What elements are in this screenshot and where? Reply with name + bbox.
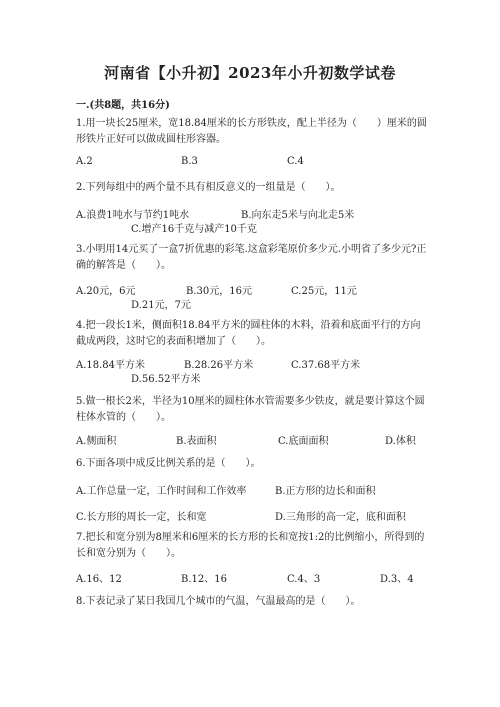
question-2-option-c[interactable]: C.增产16千克与减产10千克 <box>131 224 257 235</box>
question-1-option-a[interactable]: A.2 <box>76 156 93 167</box>
question-7-option-c[interactable]: C.4、3 <box>287 574 321 585</box>
question-2-stem: 2.下列每组中的两个量不具有相反意义的一组量是（ ）。 <box>76 182 341 193</box>
question-4-option-b[interactable]: B.28.26平方米 <box>184 360 254 371</box>
question-2-option-b[interactable]: B.向东走5米与向北走5米 <box>241 210 355 221</box>
question-6-option-c[interactable]: C.长方形的周长一定，长和宽 <box>76 512 207 523</box>
question-5-option-a[interactable]: A.侧面积 <box>76 436 117 447</box>
question-5-option-b[interactable]: B.表面积 <box>176 436 217 447</box>
question-3-stem: 3.小明用14元买了一盒7折优惠的彩笔.这盒彩笔原价多少元.小明省了多少元?正确的解答是（ ）。 <box>76 244 427 271</box>
question-5-option-d[interactable]: D.体积 <box>385 436 416 447</box>
question-4-option-c[interactable]: C.37.68平方米 <box>291 360 361 371</box>
question-8-stem: 8.下表记录了某日我国几个城市的气温，气温最高的是（ ）。 <box>76 596 361 607</box>
question-5-stem: 5.做一根长2米，半径为10厘米的圆柱体水管需要多少铁皮，就是要计算这个圆柱体水管的（ ）。 <box>76 396 425 423</box>
section-header: 一.(共8题，共16分) <box>76 100 170 111</box>
exam-title: 河南省【小升初】2023年小升初数学试卷 <box>104 64 396 82</box>
question-3-option-d[interactable]: D.21元，7元 <box>131 300 191 311</box>
question-3-option-a[interactable]: A.20元，6元 <box>76 286 136 297</box>
question-6-stem: 6.下面各项中成反比例关系的是（ ）。 <box>76 458 261 469</box>
question-6-option-a[interactable]: A.工作总量一定，工作时间和工作效率 <box>76 486 247 497</box>
question-6-option-d[interactable]: D.三角形的高一定，底和面积 <box>275 512 406 523</box>
question-6-option-b[interactable]: B.正方形的边长和面积 <box>275 486 376 497</box>
question-5-option-c[interactable]: C.底面面积 <box>278 436 329 447</box>
question-7-option-b[interactable]: B.12、16 <box>181 574 227 585</box>
question-1-stem: 1.用一块长25厘米，宽18.84厘米的长方形铁皮，配上半径为（ ）厘米的圆形铁片正好可以做成圆柱形容器。 <box>76 118 427 145</box>
question-4-option-d[interactable]: D.56.52平方米 <box>131 374 201 385</box>
question-4-stem: 4.把一段长1米，侧面积18.84平方米的圆柱体的木料，沿着和底面平行的方向截成两段，这时它的表面积增加了（ ）。 <box>76 320 421 347</box>
question-7-option-d[interactable]: D.3、4 <box>380 574 414 585</box>
question-4-option-a[interactable]: A.18.84平方米 <box>76 360 146 371</box>
question-7-stem: 7.把长和宽分别为8厘米和6厘米的长方形的长和宽按1:2的比例缩小，所得到的长和宽分别为（ ）。 <box>76 532 425 559</box>
question-3-option-b[interactable]: B.30元，16元 <box>186 286 252 297</box>
question-2-option-a[interactable]: A.浪费1吨水与节约1吨水 <box>76 210 190 221</box>
question-1-option-b[interactable]: B.3 <box>181 156 198 167</box>
question-7-option-a[interactable]: A.16、12 <box>76 574 122 585</box>
question-3-option-c[interactable]: C.25元，11元 <box>291 286 357 297</box>
question-1-option-c[interactable]: C.4 <box>287 156 304 167</box>
